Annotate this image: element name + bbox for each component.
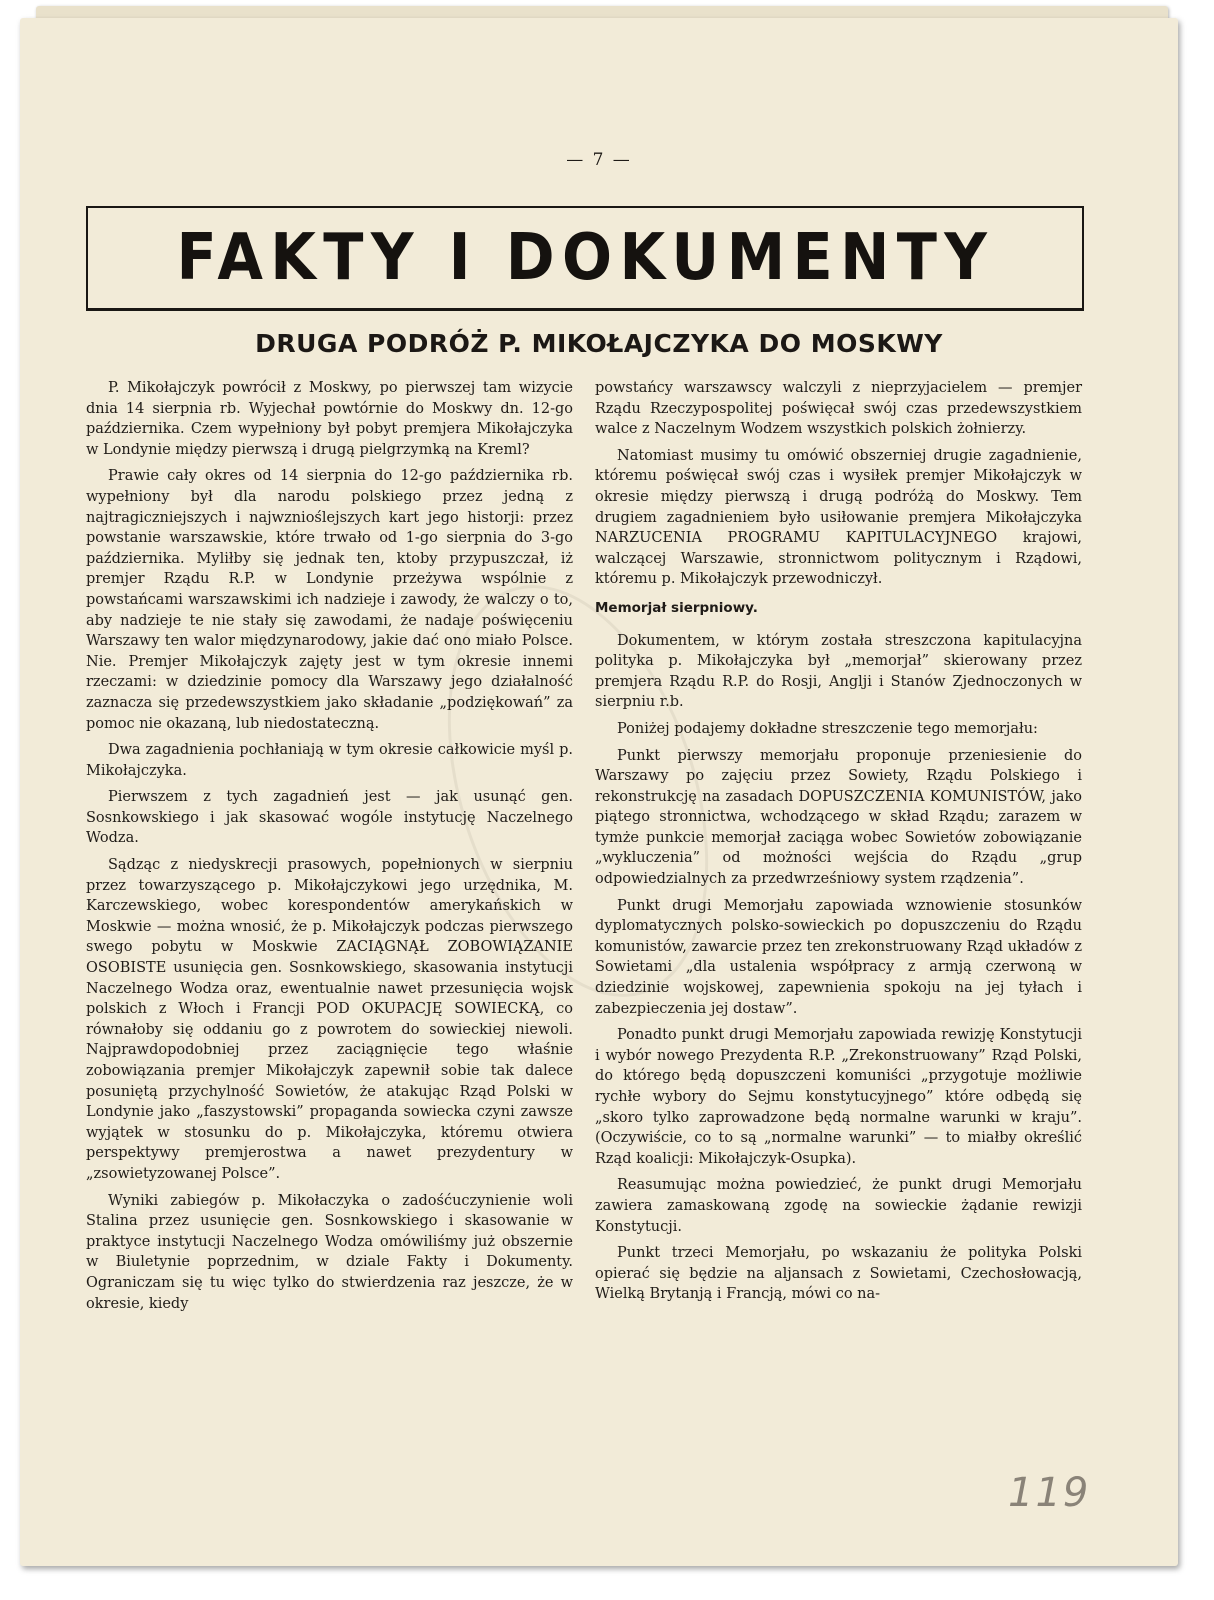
- paragraph: Poniżej podajemy dokładne streszczenie tego memorjału:: [617, 720, 1038, 737]
- right-column: [595, 378, 1082, 1311]
- paragraph: Punkt trzeci Memorjału, po wskazaniu że polityka Polski opierać się będzie na aljansach z Sowietami, Czechosłowacją, Wielką Brytanją i Francją, mówi co na-: [595, 1245, 1082, 1303]
- paragraph: Wyniki zabiegów p. Mikołaczyka o zadośćuczynienie woli Stalina przez usunięcie gen. Sosnkowskiego i skasowanie w praktyce instytucji Naczelnego Wodza omówiliśmy już obszernie w Biuletynie poprzednim, w dziale Fakty i Dokumenty. Ograniczam się tu więc tylko do stwierdzenia raz jeszcze, że w okresie, kiedy: [86, 1192, 573, 1312]
- handwritten-page-number: 119: [1008, 1470, 1091, 1516]
- paragraph: Pierwszem z tych zagadnień jest — jak usunąć gen. Sosnkowskiego i jak skasować wogóle instytucję Naczelnego Wodza.: [86, 789, 573, 847]
- paragraph: powstańcy warszawscy walczyli z nieprzyjacielem — premjer Rządu Rzeczypospolitej poświęcał swój czas przedewszystkiem walce z Naczelnym Wodzem wszystkich polskich żołnierzy.: [595, 380, 1082, 438]
- paragraph: Dwa zagadnienia pochłaniają w tym okresie całkowicie myśl p. Mikołajczyka.: [86, 742, 573, 779]
- paragraph: Natomiast musimy tu omówić obszerniej drugie zagadnienie, któremu poświęcał swój czas i wysiłek premjer Mikołajczyk w okresie między pierwszą i drugą podróżą do Moskwy. Tem drugiem zagadnieniem było usiłowanie premjera Mikołajczyka NARZUCENIA PROGRAMU KAPITULACYJNEGO krajowi, walczącej Warszawie, stronnictwom politycznym i Rządowi, któremu p. Mikołajczyk przewodniczył.: [595, 447, 1082, 588]
- paragraph: Reasumując można powiedzieć, że punkt drugi Memorjału zawiera zamaskowaną zgodę na sowieckie żądanie rewizji Konstytucji.: [595, 1177, 1082, 1235]
- paragraph: Ponadto punkt drugi Memorjału zapowiada rewizję Konstytucji i wybór nowego Prezydenta R.P. „Zrekonstruowany” Rząd Polski, do którego będą dopuszczeni komuniści „przygotuje możliwie rychłe wybory do Sejmu konstytucyjnego” które odbędą się „skoro tylko zaprowadzone będą normalne warunki w kraju”. (Oczywiście, co to są „normalne warunki” — to miałby określić Rząd koalicji: Mikołajczyk-Osupka).: [595, 1027, 1082, 1167]
- paragraph: Sądząc z niedyskrecji prasowych, popełnionych w sierpniu przez towarzyszącego p. Mikołajczykowi jego urzędnika, M. Karczewskiego, wobec korespondentów amerykańskich w Moskwie — można wnosić, że p. Mikołajczyk podczas pierwszego swego pobytu w Moskwie ZACIĄGNĄŁ ZOBOWIĄZANIE OSOBISTE usunięcia gen. Sosnkowskiego, skasowania instytucji Naczelnego Wodza oraz, ewentualnie nawet przesunięcia wojsk polskich z Włoch i Francji POD OKUPACJĘ SOWIECKĄ, co równałoby się oddaniu go z powrotem do sowieckiej niewoli. Najprawdopodobniej przez zaciągnięcie tego właśnie zobowiązania premjer Mikołajczyk zapewnił sobie tak dalece posuniętą przychylność Sowietów, że atakując Rząd Polski w Londynie jako „faszystowski” propaganda sowiecka czyni zawsze wyjątek w stosunku do p. Mikołajczyka, któremu otwiera perspektywy premjerostwa a nawet prezydentury w „zsowietyzowanej Polsce”.: [86, 857, 573, 1182]
- left-column: [86, 378, 573, 1320]
- document-page: [20, 18, 1178, 1566]
- paragraph: P. Mikołajczyk powrócił z Moskwy, po pierwszej tam wizycie dnia 14 sierpnia rb. Wyjechał powtórnie do Moskwy dn. 12-go października. Czem wypełniony był pobyt premjera Mikołajczyka w Londynie między pierwszą i drugą pielgrzymką na Kreml?: [86, 380, 573, 458]
- section-title-box: [86, 206, 1084, 311]
- paragraph: Prawie cały okres od 14 sierpnia do 12-go października rb. wypełniony był dla narodu polskiego przez jedną z najtragiczniejszych i najwznioślejszych kart jego historji: przez powstanie warszawskie, które trwało od 1-go sierpnia do 3-go października. Myliłby się jednak ten, ktoby przypuszczał, iż premjer Rządu R.P. w Londynie przeżywa wspólnie z powstańcami warszawskimi ich nadzieje i zawody, że walczy o to, aby nadzieje te nie stały się zawodami, że nadaje poświęceniu Warszawy ten walor międzynarodowy, jakie dać ono miało Polsce. Nie. Premjer Mikołajczyk zajęty jest w tym okresie innemi rzeczami: w dziedzinie pomocy dla Warszawy jego działalność zaznacza się przedewszystkiem jako składanie „podziękowań” za pomoc nie okazaną, lub niedostateczną.: [86, 468, 573, 732]
- page-number: — 7 —: [566, 150, 632, 170]
- section-title: FAKTY I DOKUMENTY: [176, 221, 994, 295]
- article-title: DRUGA PODRÓŻ P. MIKOŁAJCZYKA DO MOSKWY: [255, 329, 943, 358]
- paragraph: Punkt drugi Memorjału zapowiada wznowienie stosunków dyplomatycznych polsko-sowieckich po dopuszczeniu do Rządu komunistów, zawarcie przez ten zrekonstruowany Rząd układów z Sowietami „dla ustalenia współpracy z armją czerwoną w dziedzinie wojskowej, zapewnienia spokoju na jej tyłach i zabezpieczenia jej dostaw”.: [595, 897, 1082, 1017]
- section-heading: Memorjał sierpniowy.: [595, 599, 758, 616]
- paragraph: Punkt pierwszy memorjału proponuje przeniesienie do Warszawy po zajęciu przez Sowiety, Rządu Polskiego i rekonstrukcję na zasadach DOPUSZCZENIA KOMUNISTÓW, jako piątego stronnictwa, wchodzącego w skład Rządu; zarazem w tymże punkcie memorjał zaciąga wobec Sowietów zobowiązanie „wykluczenia” od możności wejścia do Rządu „grup odpowiedzialnych za przedwrześniowy system rządzenia”.: [595, 747, 1082, 888]
- paragraph: Dokumentem, w którym została streszczona kapitulacyjna polityka p. Mikołajczyka był „memorjał” skierowany przez premjera Rządu R.P. do Rosji, Anglji i Stanów Zjednoczonych w sierpniu r.b.: [595, 632, 1082, 711]
